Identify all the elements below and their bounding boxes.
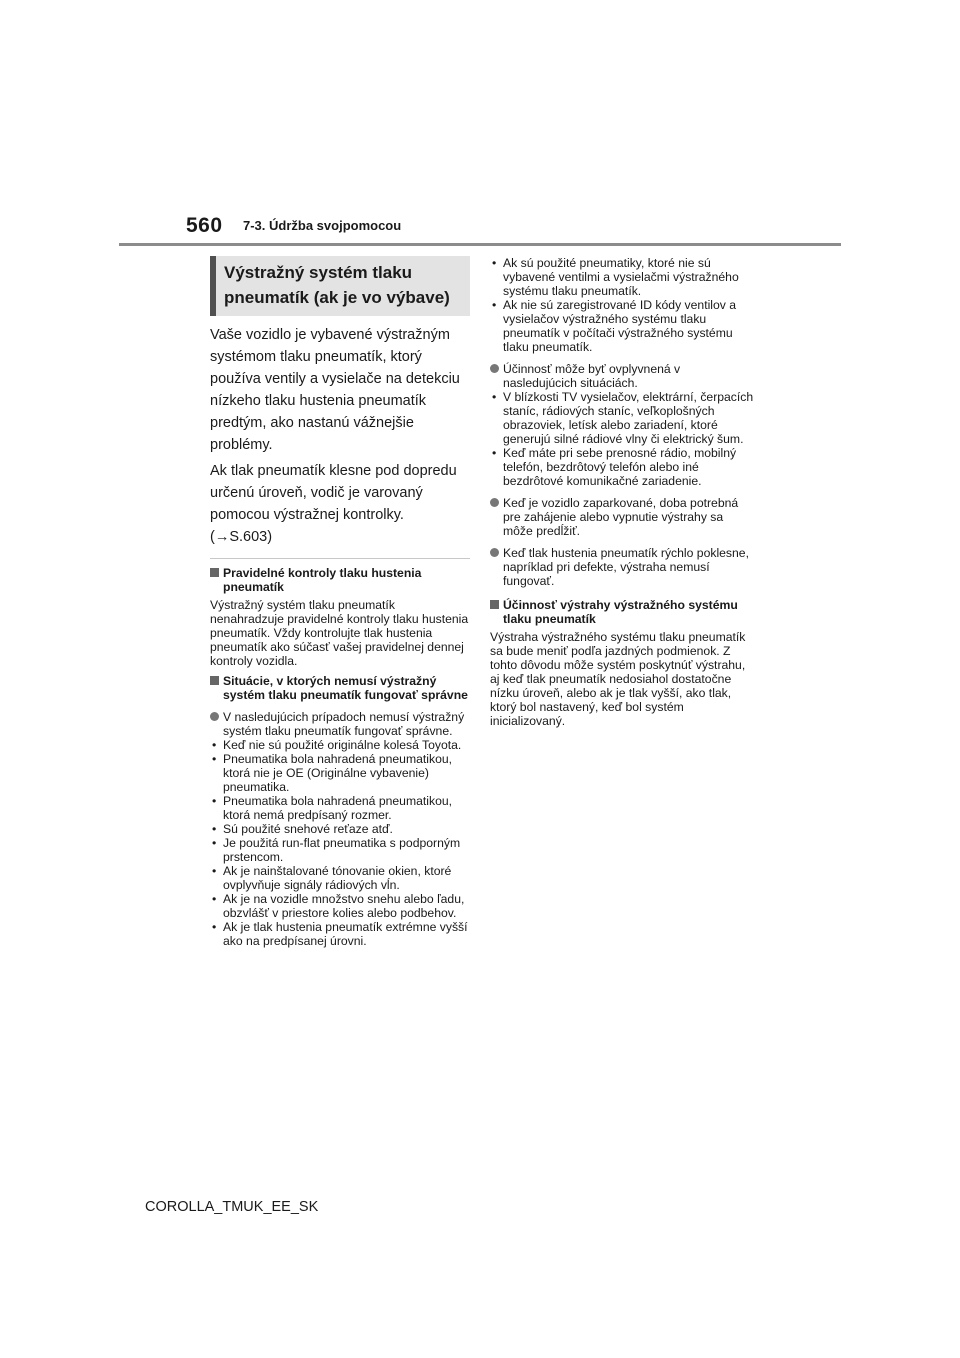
subheading-regular-checks <box>210 566 470 594</box>
subheading-text: Pravidelné kontroly tlaku hustenia pneumatík <box>223 566 422 594</box>
circle-point-text: V nasledujúcich prípadoch nemusí výstražný systém tlaku pneumatík fungovať správne. <box>223 710 465 738</box>
intro-paragraph-1: Vaše vozidlo je vybavené výstražným systémom tlaku pneumatík, ktorý používa ventily a vysielače na detekciu nízkeho tlaku hustenia pneumatík predtým, ako nastanú vážnejšie problémy. <box>210 327 460 453</box>
circle-point-text: Keď je vozidlo zaparkované, doba potrebná pre zahájenie alebo vypnutie výstrahy sa môže predĺžiť. <box>503 496 739 538</box>
circle-point-1 <box>210 710 470 738</box>
list-item: • Ak je tlak hustenia pneumatík extrémne vyšší ako na predpísanej úrovni. <box>210 920 470 948</box>
regular-checks-paragraph: Výstražný systém tlaku pneumatík nenahradzuje pravidelné kontroly tlaku hustenia pneumatík. Vždy kontrolujte tlak hustenia pneumatík ako súčasť vašej pravidelnej dennej kontroly vozidla. <box>210 598 469 668</box>
malfunction-list <box>210 738 470 948</box>
list-item: • Ak nie sú zaregistrované ID kódy ventilov a vysielačov výstražného systému tlaku pneumatík v počítači výstražného systému tlaku pneumatík. <box>490 298 755 354</box>
left-column <box>210 256 470 948</box>
circle-point-2 <box>490 362 755 390</box>
list-item: • Pneumatika bola nahradená pneumatikou, ktorá nie je OE (Originálne vybavenie) pneumatika. <box>210 752 470 794</box>
list-item: • Pneumatika bola nahradená pneumatikou, ktorá nemá predpísaný rozmer. <box>210 794 470 822</box>
header-rule <box>119 243 841 246</box>
list-item: • Sú použité snehové reťaze atď. <box>210 822 470 836</box>
list-item: • Ak sú použité pneumatiky, ktoré nie sú vybavené ventilmi a vysielačmi výstražného systému tlaku pneumatík. <box>490 256 755 298</box>
section-heading: Výstražný systém tlaku pneumatík (ak je vo výbave) <box>210 256 470 316</box>
square-bullet-icon <box>210 568 219 577</box>
square-bullet-icon <box>490 600 499 609</box>
warning-performance-paragraph: Výstraha výstražného systému tlaku pneumatík sa bude meniť podľa jazdných podmienok. Z tohto dôvodu môže systém poskytnúť výstrahu, aj keď tlak pneumatík nedosiahol dostatočne nízku úroveň, alebo ak je tlak vyšší, ako tlak, ktorý bol nastavený, keď bol systém inicializovaný. <box>490 630 746 728</box>
list-item: • V blízkosti TV vysielačov, elektrární, čerpacích staníc, rádiových staníc, veľkoplošných obrazoviek, letísk alebo zariadení, ktoré generujú silné rádiové vlny či elektrický šum. <box>490 390 755 446</box>
chapter-title: 7-3. Údržba svojpomocou <box>243 218 402 233</box>
list-item: • Ak je na vozidle množstvo snehu alebo ľadu, obzvlášť v priestore kolies alebo podbehov. <box>210 892 470 920</box>
list-item: • Keď nie sú použité originálne kolesá Toyota. <box>210 738 470 752</box>
page-number: 560 <box>186 214 223 237</box>
interference-list <box>490 390 755 488</box>
right-column <box>490 256 755 728</box>
square-bullet-icon <box>210 676 219 685</box>
circle-bullet-icon <box>490 548 499 557</box>
list-item: • Keď máte pri sebe prenosné rádio, mobilný telefón, bezdrôtový telefón alebo iné bezdrôtové komunikačné zariadenie. <box>490 446 755 488</box>
subheading-malfunction-situations <box>210 674 470 702</box>
section-divider <box>210 558 470 559</box>
list-item: • Ak je nainštalované tónovanie okien, ktoré ovplyvňuje signály rádiových vĺn. <box>210 864 470 892</box>
circle-bullet-icon <box>490 498 499 507</box>
circle-bullet-icon <box>490 364 499 373</box>
subheading-text: Účinnosť výstrahy výstražného systému tlaku pneumatík <box>503 598 738 626</box>
document-code: COROLLA_TMUK_EE_SK <box>145 1199 319 1215</box>
circle-bullet-icon <box>210 712 219 721</box>
intro-paragraph-2: Ak tlak pneumatík klesne pod dopredu určenú úroveň, vodič je varovaný pomocou výstražnej kontrolky. (→S.603) <box>210 463 457 545</box>
circle-point-text: Účinnosť môže byť ovplyvnená v nasledujúcich situáciách. <box>503 362 681 390</box>
list-item: • Je použitá run-flat pneumatika s podporným prstencom. <box>210 836 470 864</box>
circle-point-3 <box>490 496 755 538</box>
circle-point-text: Keď tlak hustenia pneumatík rýchlo poklesne, napríklad pri defekte, výstraha nemusí fungovať. <box>503 546 749 588</box>
circle-point-4 <box>490 546 755 588</box>
subheading-text: Situácie, v ktorých nemusí výstražný systém tlaku pneumatík fungovať správne <box>223 674 468 702</box>
malfunction-list-continued <box>490 256 755 354</box>
subheading-warning-performance <box>490 598 755 626</box>
